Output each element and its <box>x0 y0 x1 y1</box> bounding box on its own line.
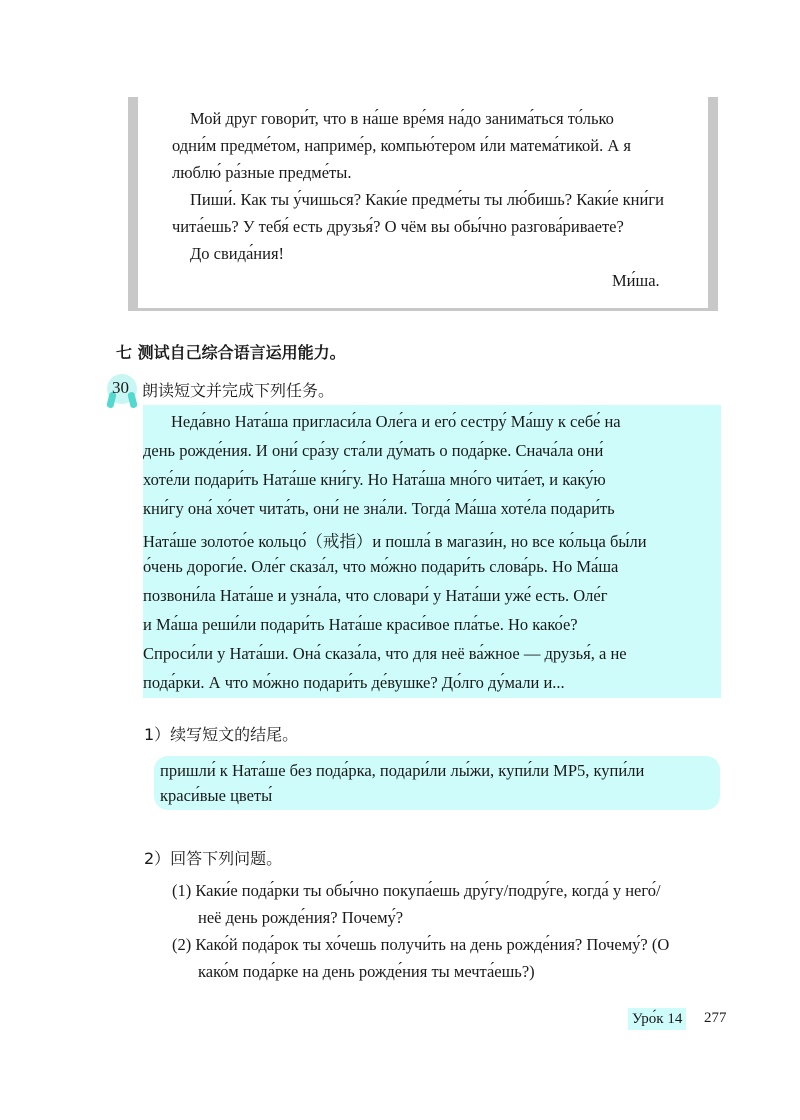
reading-line: и Ма́ша реши́ли подари́ть Ната́ше краси́вое пла́тье. Но како́е? <box>143 615 578 634</box>
task1-answer-box <box>154 756 720 810</box>
letter-box <box>128 97 718 311</box>
question-line: како́м пода́рке на день рожде́ния ты мечта́ешь?) <box>198 962 535 981</box>
task2-label: 2）回答下列问题。 <box>144 849 283 868</box>
letter-line: одни́м предме́том, наприме́р, компью́тером и́ли матема́тикой. А я <box>172 136 631 155</box>
reading-line: день рожде́ния. И они́ сра́зу ста́ли ду́мать о пода́рке. Снача́ла они́ <box>143 441 604 460</box>
question-line: (2) Како́й пода́рок ты хо́чешь получи́ть на день рожде́ния? Почему́? (О <box>172 935 670 954</box>
letter-line: люблю́ ра́зные предме́ты. <box>172 163 352 182</box>
letter-line: Пиши́. Как ты у́чишься? Каки́е предме́ты ты лю́бишь? Каки́е кни́ги <box>190 190 664 209</box>
letter-line: Мой друг говори́т, что в на́ше вре́мя на́до занима́ться то́лько <box>190 109 614 128</box>
answer-line: пришли́ к Ната́ше без пода́рка, подари́ли лы́жи, купи́ли MP5, купи́ли <box>160 761 645 780</box>
reading-line: позвони́ла Ната́ше и узна́ла, что словари́ у Ната́ши уже́ есть. Оле́г <box>143 586 608 605</box>
page-number: 277 <box>704 1010 727 1026</box>
reading-line: Ната́ше золото́е кольцо́（戒指）и пошла́ в магази́н, но все ко́льца бы́ли <box>143 532 647 551</box>
reading-line: кни́гу она́ хо́чет чита́ть, они́ не зна́ли. Тогда́ Ма́ша хоте́ла подари́ть <box>143 499 615 518</box>
task1-label: 1）续写短文的结尾。 <box>144 725 299 744</box>
lesson-tag: Уро́к 14 <box>628 1008 686 1030</box>
reading-line: хоте́ли подари́ть Ната́ше кни́гу. Но Ната́ша мно́го чита́ет, и каку́ю <box>143 470 606 489</box>
exercise-number: 30 <box>112 378 129 397</box>
letter-line: чита́ешь? У тебя́ есть друзья́? О чём вы обы́чно разгова́риваете? <box>172 217 624 236</box>
answer-line: краси́вые цветы́ <box>160 786 273 805</box>
exercise-instruction: 朗读短文并完成下列任务。 <box>142 381 335 400</box>
reading-line: о́чень дороги́е. Оле́г сказа́л, что мо́жно подари́ть слова́рь. Но Ма́ша <box>143 557 619 576</box>
reading-line: пода́рки. А что мо́жно подари́ть де́вушке? До́лго ду́мали и... <box>143 673 565 692</box>
letter-line: До свида́ния! <box>190 244 285 263</box>
reading-line: Спроси́ли у Ната́ши. Она́ сказа́ла, что для неё ва́жное — друзья́, а не <box>143 644 627 663</box>
reading-line: Неда́вно Ната́ша пригласи́ла Оле́га и его́ сестру́ Ма́шу к себе́ на <box>171 412 621 431</box>
section-heading: 七 测试自己综合语言运用能力。 <box>116 343 346 362</box>
question-line: (1) Каки́е пода́рки ты обы́чно покупа́ешь дру́гу/подру́ге, когда́ у него́/ <box>172 881 661 900</box>
question-line: неё день рожде́ния? Почему́? <box>198 908 404 927</box>
letter-signature: Ми́ша. <box>612 271 660 290</box>
reading-text-box <box>143 405 721 698</box>
